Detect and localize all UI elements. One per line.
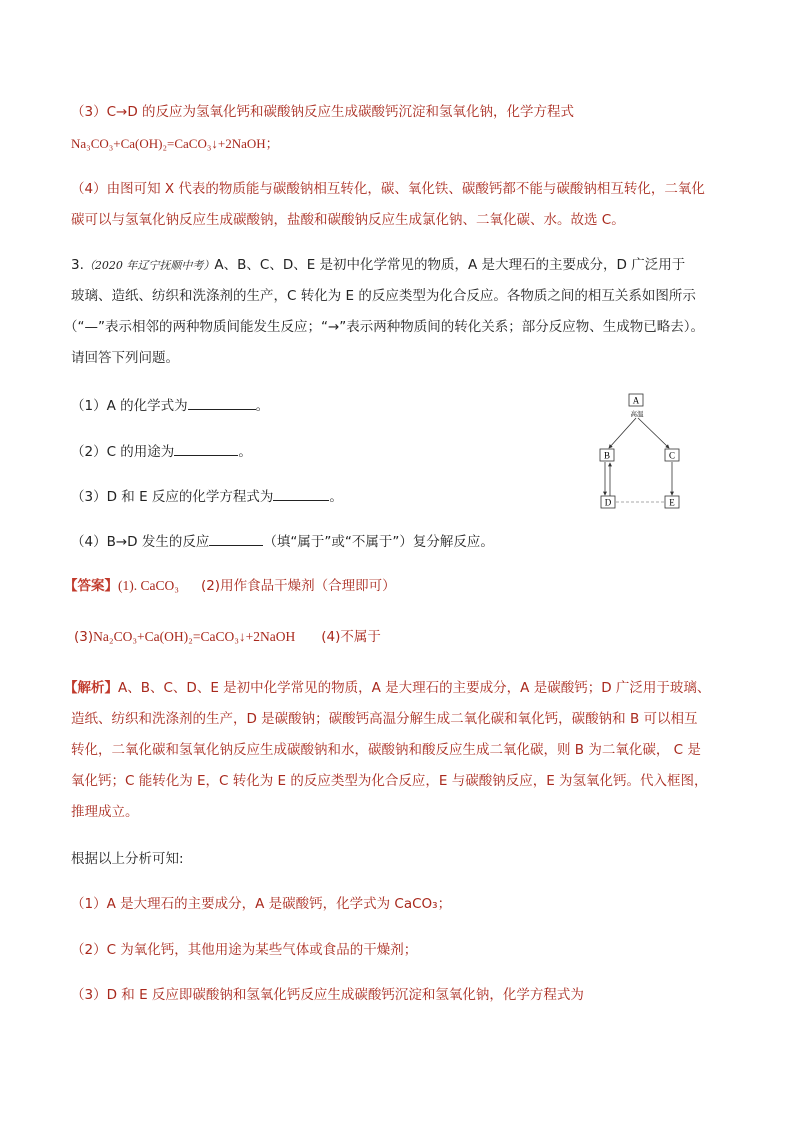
- item4-text-line2: 碳可以与氢氧化钠反应生成碳酸钠，盐酸和碳酸钠反应生成氯化钠、二氧化碳、水。故选 C。: [71, 212, 625, 228]
- question3-stem-line2: 玻璃、造纸、纺织和洗涤剂的生产，C 转化为 E 的反应类型为化合反应。各物质之间的相互关系如图所示: [71, 288, 696, 304]
- question3-stem-line1: [71, 255, 685, 276]
- item4-text-line1: （4）由图可知 X 代表的物质能与碳酸钠相互转化，碳、氧化铁、碳酸钙都不能与碳酸钠相互转化，二氧化: [71, 181, 705, 197]
- answer-blank-1[interactable]: [188, 395, 256, 410]
- analysis-line3: 转化，二氧化碳和氢氧化钠反应生成碳酸钠和水，碳酸钠和酸反应生成二氧化碳，则 B 为二氧化碳， C 是: [71, 742, 701, 758]
- analysis-line1: 【解析】A、B、C、D、E 是初中化学常见的物质，A 是大理石的主要成分，A 是碳酸钙；D 广泛用于玻璃、: [64, 680, 711, 696]
- summary-3: （3）D 和 E 反应即碳酸钠和氢氧化钙反应生成碳酸钙沉淀和氢氧化钠，化学方程式为: [71, 987, 584, 1003]
- analysis-line4: 氧化钙；C 能转化为 E，C 转化为 E 的反应类型为化合反应，E 与碳酸钠反应，E 为氢氧化钙。代入框图，: [71, 773, 708, 789]
- answer-blank-3[interactable]: [273, 486, 329, 501]
- answer-1: (1). CaCO₃: [118, 578, 179, 593]
- summary-2: （2）C 为氧化钙，其他用途为某些气体或食品的干燥剂；: [71, 942, 418, 958]
- question3-stem-line3: （“—”表示相邻的两种物质间能发生反应；“→”表示两种物质间的转化关系；部分反应物、生成物已略去）。: [64, 319, 705, 335]
- question-stem: A、B、C、D、E 是初中化学常见的物质，A 是大理石的主要成分，D 广泛用于: [214, 257, 686, 273]
- answer-line2: (3)Na₂CO₃+Ca(OH)₂=CaCO₃↓+2NaOH (4)不属于: [74, 629, 381, 645]
- arrow-a-to-b: [609, 418, 636, 448]
- arrow-a-to-c: [638, 418, 669, 448]
- node-e-label: E: [669, 497, 675, 508]
- subquestion-2: （2）C 的用途为 。: [71, 441, 252, 462]
- analysis-tag: 【解析】: [64, 680, 118, 696]
- subquestion-3: （3）D 和 E 反应的化学方程式为 。: [71, 486, 343, 507]
- answer-line1: [64, 576, 396, 596]
- question3-stem-line4: 请回答下列问题。: [71, 350, 179, 366]
- subquestion-4: （4）B→D 发生的反应 （填“属于”或“不属于”）复分解反应。: [71, 531, 494, 552]
- answer-blank-2[interactable]: [174, 441, 238, 456]
- node-b-label: B: [603, 450, 611, 461]
- answer-tag: 【答案】: [64, 578, 118, 594]
- node-c-label: C: [668, 450, 676, 461]
- item3-equation: Na₃CO₃+Ca(OH)₂=CaCO₃↓+2NaOH；: [71, 136, 279, 151]
- question-source: （2020 年辽宁抚顺中考）: [83, 259, 215, 272]
- answer-4: (4)不属于: [321, 629, 381, 645]
- node-d-label: D: [604, 497, 612, 508]
- answer-3-equation: Na₂CO₃+Ca(OH)₂=CaCO₃↓+2NaOH: [93, 629, 296, 644]
- subquestion-1: （1）A 的化学式为 。: [71, 395, 269, 416]
- answer-blank-4[interactable]: [209, 531, 263, 546]
- condition-label: 高温: [630, 410, 644, 418]
- item3-text: （3）C→D 的反应为氢氧化钙和碳酸钠反应生成碳酸钙沉淀和氢氧化钠，化学方程式: [71, 104, 575, 120]
- analysis-line2: 造纸、纺织和洗涤剂的生产，D 是碳酸钠；碳酸钙高温分解生成二氧化碳和氧化钙，碳酸钠和 B 可以相互: [71, 711, 698, 727]
- answer-2: (2)用作食品干燥剂（合理即可）: [200, 578, 396, 594]
- summary-1: （1）A 是大理石的主要成分，A 是碳酸钙，化学式为 CaCO₃；: [71, 896, 452, 912]
- analysis-line5: 推理成立。: [71, 804, 139, 820]
- node-a-label: A: [632, 395, 640, 406]
- summary-intro: 根据以上分析可知:: [71, 851, 184, 867]
- relationship-diagram: [593, 392, 693, 514]
- question-number: 3.: [71, 257, 84, 273]
